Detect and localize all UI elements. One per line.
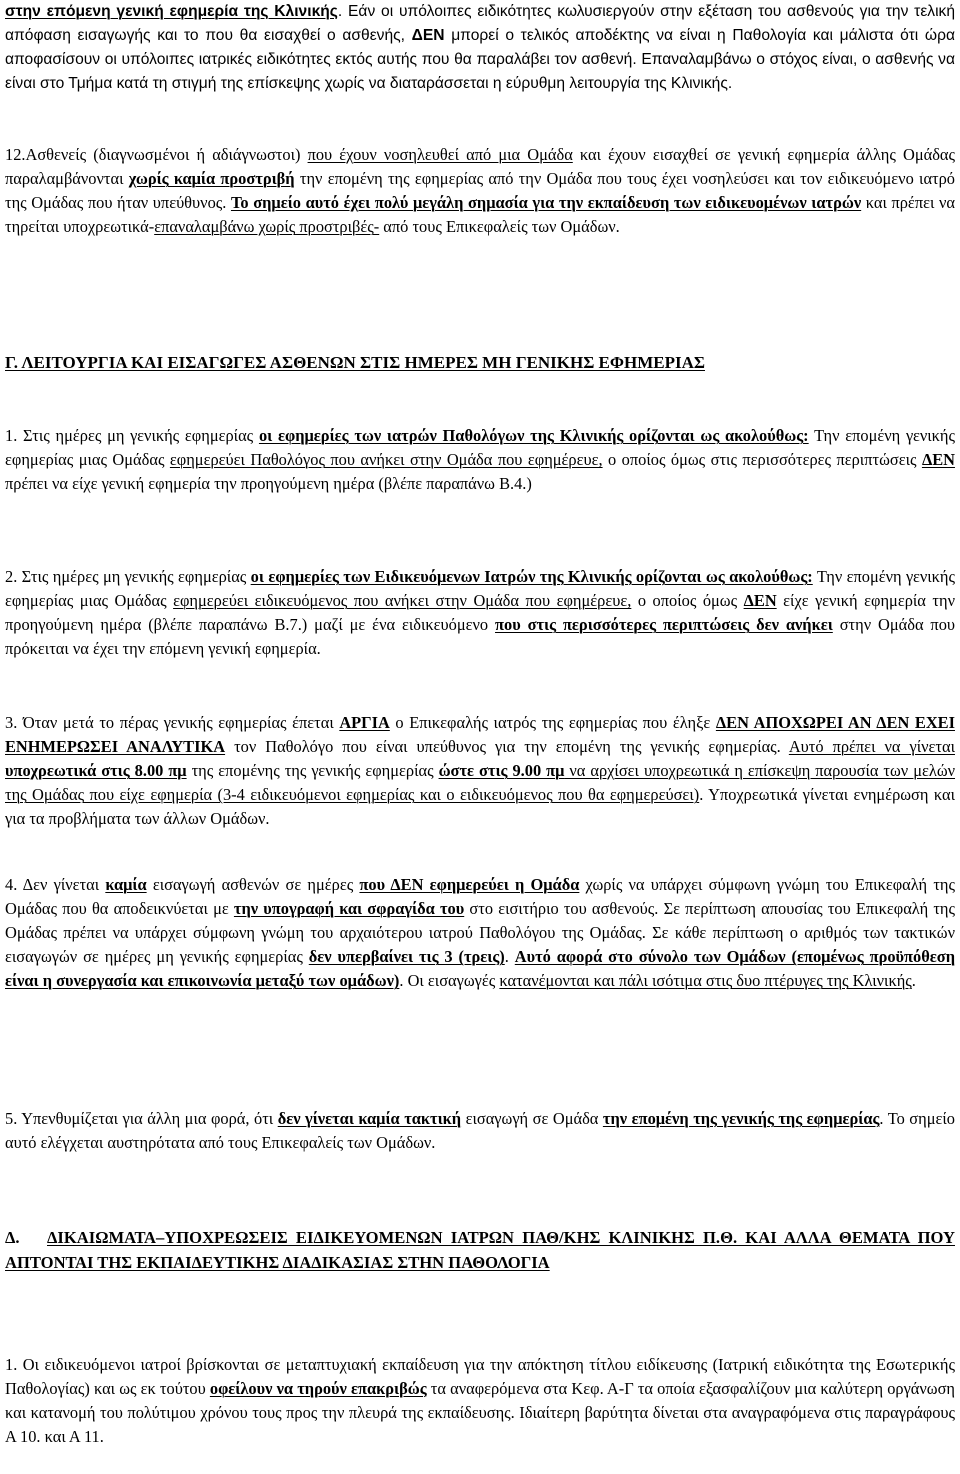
g2-den: ΔΕΝ xyxy=(743,591,777,611)
g1-emphasis-1: οι εφημερίες των ιατρών Παθολόγων της Κλινικής ορίζονται ως ακολούθως: xyxy=(258,426,809,445)
g4-text-4: στο εισιτήριο του ασθενούς. Σε περίπτωση απουσίας του Επικεφαλή της Ομάδας πρέπει να υπάρχει σύμφωνη γνώμη του αρχαιότερου ιατρού Παθολόγου της Ομάδας. Σε κάθε περίπτωση ο αριθμός των τακτικών εισαγωγών σε ημέρες μη γενικής εφημερίας xyxy=(5,899,955,967)
item12-emphasis-1: χωρίς καμία προστριβή xyxy=(128,169,295,189)
g3-underline-1: Αυτό πρέπει να γίνεται xyxy=(788,737,955,757)
g4-underline-1: κατανέμονται και πάλι ισότιμα στις δυο πτέρυγες της Κλινικής xyxy=(499,971,912,991)
d1-emphasis-1: οφείλουν να τηρούν επακριβώς xyxy=(209,1379,427,1399)
intro-text-1: . Εάν οι υπόλοιπες ειδικότητες κωλυσιεργούν στην εξέταση του ασθενούς για την τελική απόφαση εισαγωγής και το που θα εισαχθεί ο ασθενής, xyxy=(5,3,956,45)
g5-emphasis-2: την επομένη της γενικής της εφημερίας xyxy=(602,1109,880,1128)
g3-text-2: ο Επικεφαλής ιατρός της εφημερίας που έληξε xyxy=(389,713,716,732)
d1-text-2: τα αναφερόμενα στα Κεφ. Α-Γ τα οποία εξασφαλίζουν μια καλύτερη οργάνωση και κατανομή του πολύτιμου χρόνου τους προς την πλευρά της εκπαίδευσης. Ιδιαίτερη βαρύτητα δίνεται στα αναγραφόμενα στις παραγράφους Α 10. και Α 11. xyxy=(5,1379,956,1447)
g3-underline-2: να αρχίσει υποχρεωτικά η επίσκεψη παρουσία των μελών της Ομάδας που είχε εφημερία (3-4 ειδικευόμενοι εφημερίας και ο ειδικευόμενος που θα εφημερεύσει) xyxy=(5,761,956,805)
g4-emphasis-2: την υπογραφή και σφραγίδα του xyxy=(233,899,465,919)
item12-text-3: την επομένη της εφημερίας από την Ομάδα που τους έχει νοσηλεύσει και τον ειδικευόμενο ιατρό της Ομάδας που ήταν υπεύθυνος. xyxy=(5,169,956,213)
item12-underline-2: επαναλαμβάνω χωρίς προστριβές- xyxy=(154,217,380,237)
intro-emphasis: στην επόμενη γενική εφημερία της Κλινικής xyxy=(5,3,338,20)
item12-underline-1: που έχουν νοσηλευθεί από μια Ομάδα xyxy=(307,145,573,164)
item12-text-2: και έχουν εισαχθεί σε γενική εφημερία άλλης Ομάδας παραλαμβάνονται xyxy=(5,145,955,189)
g3-text-4: της επομένης της γενικής εφημερίας xyxy=(186,761,439,781)
g1-text-4: πρέπει να είχε γενική εφημερία την προηγούμενη ημέρα (βλέπε παραπάνω Β.4.) xyxy=(5,474,532,494)
g2-text-3: ο οποίος όμως xyxy=(631,591,744,611)
item12-text-4: και πρέπει να τηρείται υποχρεωτικά- xyxy=(5,193,955,237)
gamma-item-1 xyxy=(5,424,955,496)
g3-text-5: . Υποχρεωτικά γίνεται ενημέρωση και για τα προβλήματα των άλλων Ομάδων. xyxy=(5,785,955,829)
g2-text-1: 2. Στις ημέρες μη γενικής εφημερίας xyxy=(5,567,251,586)
g1-text-3: ο οποίος όμως στις περισσότερες περιπτώσεις xyxy=(602,450,922,470)
gamma-item-4 xyxy=(5,873,955,993)
g5-emphasis-1: δεν γίνεται καμία τακτική xyxy=(277,1109,462,1128)
g4-emphasis-4: Αυτό αφορά στο σύνολο των Ομάδων (επομένως προϋπόθεση είναι η συνεργασία και επικοινωνία μεταξύ των ομάδων) xyxy=(5,947,956,991)
section-delta-heading-text: ΔΙΚΑΙΩΜΑΤΑ–ΥΠΟΧΡΕΩΣΕΙΣ ΕΙΔΙΚΕΥΟΜΕΝΩΝ ΙΑΤΡΩΝ ΠΑΘ/ΚΗΣ ΚΛΙΝΙΚΗΣ Π.Θ. ΚΑΙ ΑΛΛΑ ΘΕΜΑΤΑ ΠΟΥ ΑΠΤΟΝΤΑΙ ΤΗΣ ΕΚΠΑΙΔΕΥΤΙΚΗΣ ΔΙΑΔΙΚΑΣΙΑΣ ΣΤΗΝ ΠΑΘΟΛΟΓΙΑ xyxy=(5,1228,955,1272)
g4-kamia: καμία xyxy=(105,875,147,894)
g2-text-5: στην Ομάδα που πρόκειται να έχει την επόμενη γενική εφημερία. xyxy=(5,615,956,659)
g3-emphasis-3: ώστε στις 9.00 πμ xyxy=(438,761,565,781)
section-gamma-heading-text: Γ. ΛΕΙΤΟΥΡΓΙΑ ΚΑΙ ΕΙΣΑΓΩΓΕΣ ΑΣΘΕΝΩΝ ΣΤΙΣ ΗΜΕΡΕΣ ΜΗ ΓΕΝΙΚΗΣ ΕΦΗΜΕΡΙΑΣ xyxy=(5,353,705,372)
g5-text-2: εισαγωγή σε Ομάδα xyxy=(461,1109,603,1128)
g4-emphasis-3: δεν υπερβαίνει τις 3 (τρεις) xyxy=(308,947,505,967)
intro-paragraph xyxy=(5,0,955,96)
intro-text-2: μπορεί ο τελικός αποδέκτης να είναι η Παθολογία και μάλιστα ότι ώρα αποφασίσουν οι υπόλοιπες ιατρικές ειδικότητες εκτός αυτής που θα παραλάβει τον ασθενή. Επαναλαμβάνω ο στόχος είναι, ο ασθενής να είναι στο Τμήμα κατά τη στιγμή της επίσκεψης χωρίς να διαταράσσεται η εύρυθμη λειτουργία της Κλινικής. xyxy=(5,27,955,93)
g4-text-5: . xyxy=(504,947,515,967)
delta-item-1 xyxy=(5,1353,955,1449)
item12-text-5: από τους Επικεφαλείς των Ομάδων. xyxy=(379,217,620,237)
gamma-item-3 xyxy=(5,711,955,831)
g3-emphasis-2: υποχρεωτικά στις 8.00 πμ xyxy=(5,761,187,781)
g3-argia: ΑΡΓΙΑ xyxy=(339,713,390,732)
section-delta-number: Δ. xyxy=(5,1228,20,1247)
g4-text-3: χωρίς να υπάρχει σύμφωνη γνώμη του Επικεφαλή της Ομάδας που θα αποδεικνύεται με xyxy=(5,875,955,919)
g1-text-2: Την επομένη γενικής εφημερίας μιας Ομάδας xyxy=(5,426,955,470)
gamma-item-2 xyxy=(5,565,955,661)
g2-text-4: είχε γενική εφημερία την προηγούμενη ημέρα (βλέπε παραπάνω Β.7.) μαζί με ένα ειδικευόμενο xyxy=(5,591,955,635)
g4-text-6: . Οι εισαγωγές xyxy=(399,971,500,991)
g1-underline-1: εφημερεύει Παθολόγος που ανήκει στην Ομάδα που εφημέρευε, xyxy=(169,450,603,470)
g4-text-7: . xyxy=(911,971,916,991)
item12-emphasis-2: Το σημείο αυτό έχει πολύ μεγάλη σημασία για την εκπαίδευση των ειδικευομένων ιατρών xyxy=(230,193,862,213)
section-gamma-heading xyxy=(5,351,955,375)
g3-text-1: 3. Όταν μετά το πέρας γενικής εφημερίας έπεται xyxy=(5,713,340,732)
d1-text-1: 1. Οι ειδικευόμενοι ιατροί βρίσκονται σε μεταπτυχιακή εκπαίδευση για την απόκτηση τίτλου ειδίκευσης (Ιατρική ειδικότητα της Εσωτερικής Παθολογίας) και ως εκ τούτου xyxy=(5,1355,955,1399)
g3-emphasis-1: ΔΕΝ ΑΠΟΧΩΡΕΙ ΑΝ ΔΕΝ ΕΧΕΙ ΕΝΗΜΕΡΩΣΕΙ ΑΝΑΛΥΤΙΚΑ xyxy=(5,713,955,757)
g4-text-2: εισαγωγή ασθενών σε ημέρες xyxy=(146,875,360,894)
g5-text-3: . Το σημείο αυτό ελέγχεται αυστηρότατα από τους Επικεφαλείς των Ομάδων. xyxy=(5,1109,955,1153)
g2-emphasis-2: που στις περισσότερες περιπτώσεις δεν ανήκει xyxy=(495,615,833,635)
g2-underline-1: εφημερεύει ειδικευόμενος που ανήκει στην Ομάδα που εφημέρευε, xyxy=(173,591,632,611)
g4-text-1: 4. Δεν γίνεται xyxy=(5,875,106,894)
g1-text-1: 1. Στις ημέρες μη γενικής εφημερίας xyxy=(5,426,259,445)
g5-text-1: 5. Υπενθυμίζεται για άλλη μια φορά, ότι xyxy=(5,1109,278,1128)
section-delta-heading xyxy=(5,1226,955,1275)
gamma-item-5 xyxy=(5,1107,955,1155)
item12-text-1: 12.Ασθενείς (διαγνωσμένοι ή αδιάγνωστοι) xyxy=(5,145,308,164)
g2-emphasis-1: οι εφημερίες των Ειδικευόμενων Ιατρών της Κλινικής ορίζονται ως ακολούθως: xyxy=(250,567,813,586)
intro-den: ΔΕΝ xyxy=(411,27,445,45)
g2-text-2: Την επομένη γενικής εφημερίας μιας Ομάδας xyxy=(5,567,955,611)
g1-den: ΔΕΝ xyxy=(921,450,955,470)
g4-emphasis-1: που ΔΕΝ εφημερεύει η Ομάδα xyxy=(359,875,580,894)
item-12-paragraph xyxy=(5,143,955,239)
g3-text-3: τον Παθολόγο που είναι υπεύθυνος για την επομένη της γενικής εφημερίας. xyxy=(225,737,789,757)
